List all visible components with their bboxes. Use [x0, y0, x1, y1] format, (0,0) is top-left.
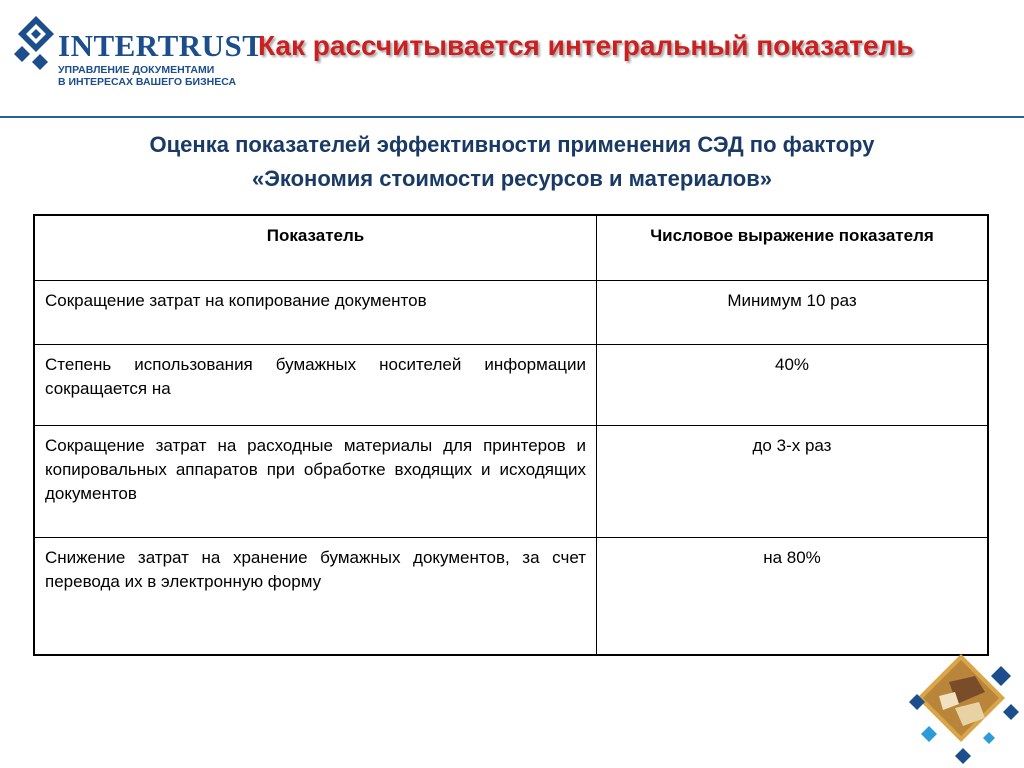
- column-header-value: Числовое выражение показателя: [597, 215, 989, 281]
- indicator-cell: Сокращение затрат на расходные материалы для принтеров и копировальных аппаратов при обработке входящих и исходящих документов: [34, 426, 597, 538]
- value-cell: Минимум 10 раз: [597, 281, 989, 345]
- value-cell: на 80%: [597, 538, 989, 655]
- table-row: [34, 426, 988, 538]
- table-row: [34, 538, 988, 655]
- slide-subtitle: [20, 128, 1004, 196]
- indicator-cell: Сокращение затрат на копирование документов: [34, 281, 597, 345]
- decorative-diamonds-illustration: [905, 652, 1023, 768]
- metrics-table: [33, 214, 989, 656]
- logo-tagline: [58, 64, 236, 88]
- logo-tagline-line-2: В ИНТЕРЕСАХ ВАШЕГО БИЗНЕСА: [58, 76, 237, 88]
- subtitle-line-1: Оценка показателей эффективности применения СЭД по фактору: [149, 132, 875, 157]
- column-header-indicator: Показатель: [34, 215, 597, 281]
- table-row: [34, 345, 988, 426]
- value-cell: до 3-х раз: [597, 426, 989, 538]
- table-row: [34, 281, 988, 345]
- logo-tagline-line-1: УПРАВЛЕНИЕ ДОКУМЕНТАМИ: [58, 64, 215, 76]
- slide-title: Как рассчитывается интегральный показатель: [258, 30, 914, 61]
- header-divider: [0, 116, 1024, 118]
- value-cell: 40%: [597, 345, 989, 426]
- logo-wordmark: INTERTRUST: [58, 28, 264, 63]
- intertrust-logo: [14, 14, 264, 94]
- diamond-logo-icon: [14, 14, 54, 86]
- table-header-row: [34, 215, 988, 281]
- indicator-cell: Снижение затрат на хранение бумажных документов, за счет перевода их в электронную форму: [34, 538, 597, 655]
- subtitle-line-2: «Экономия стоимости ресурсов и материалов»: [252, 166, 772, 191]
- indicator-cell: Степень использования бумажных носителей информации сокращается на: [34, 345, 597, 426]
